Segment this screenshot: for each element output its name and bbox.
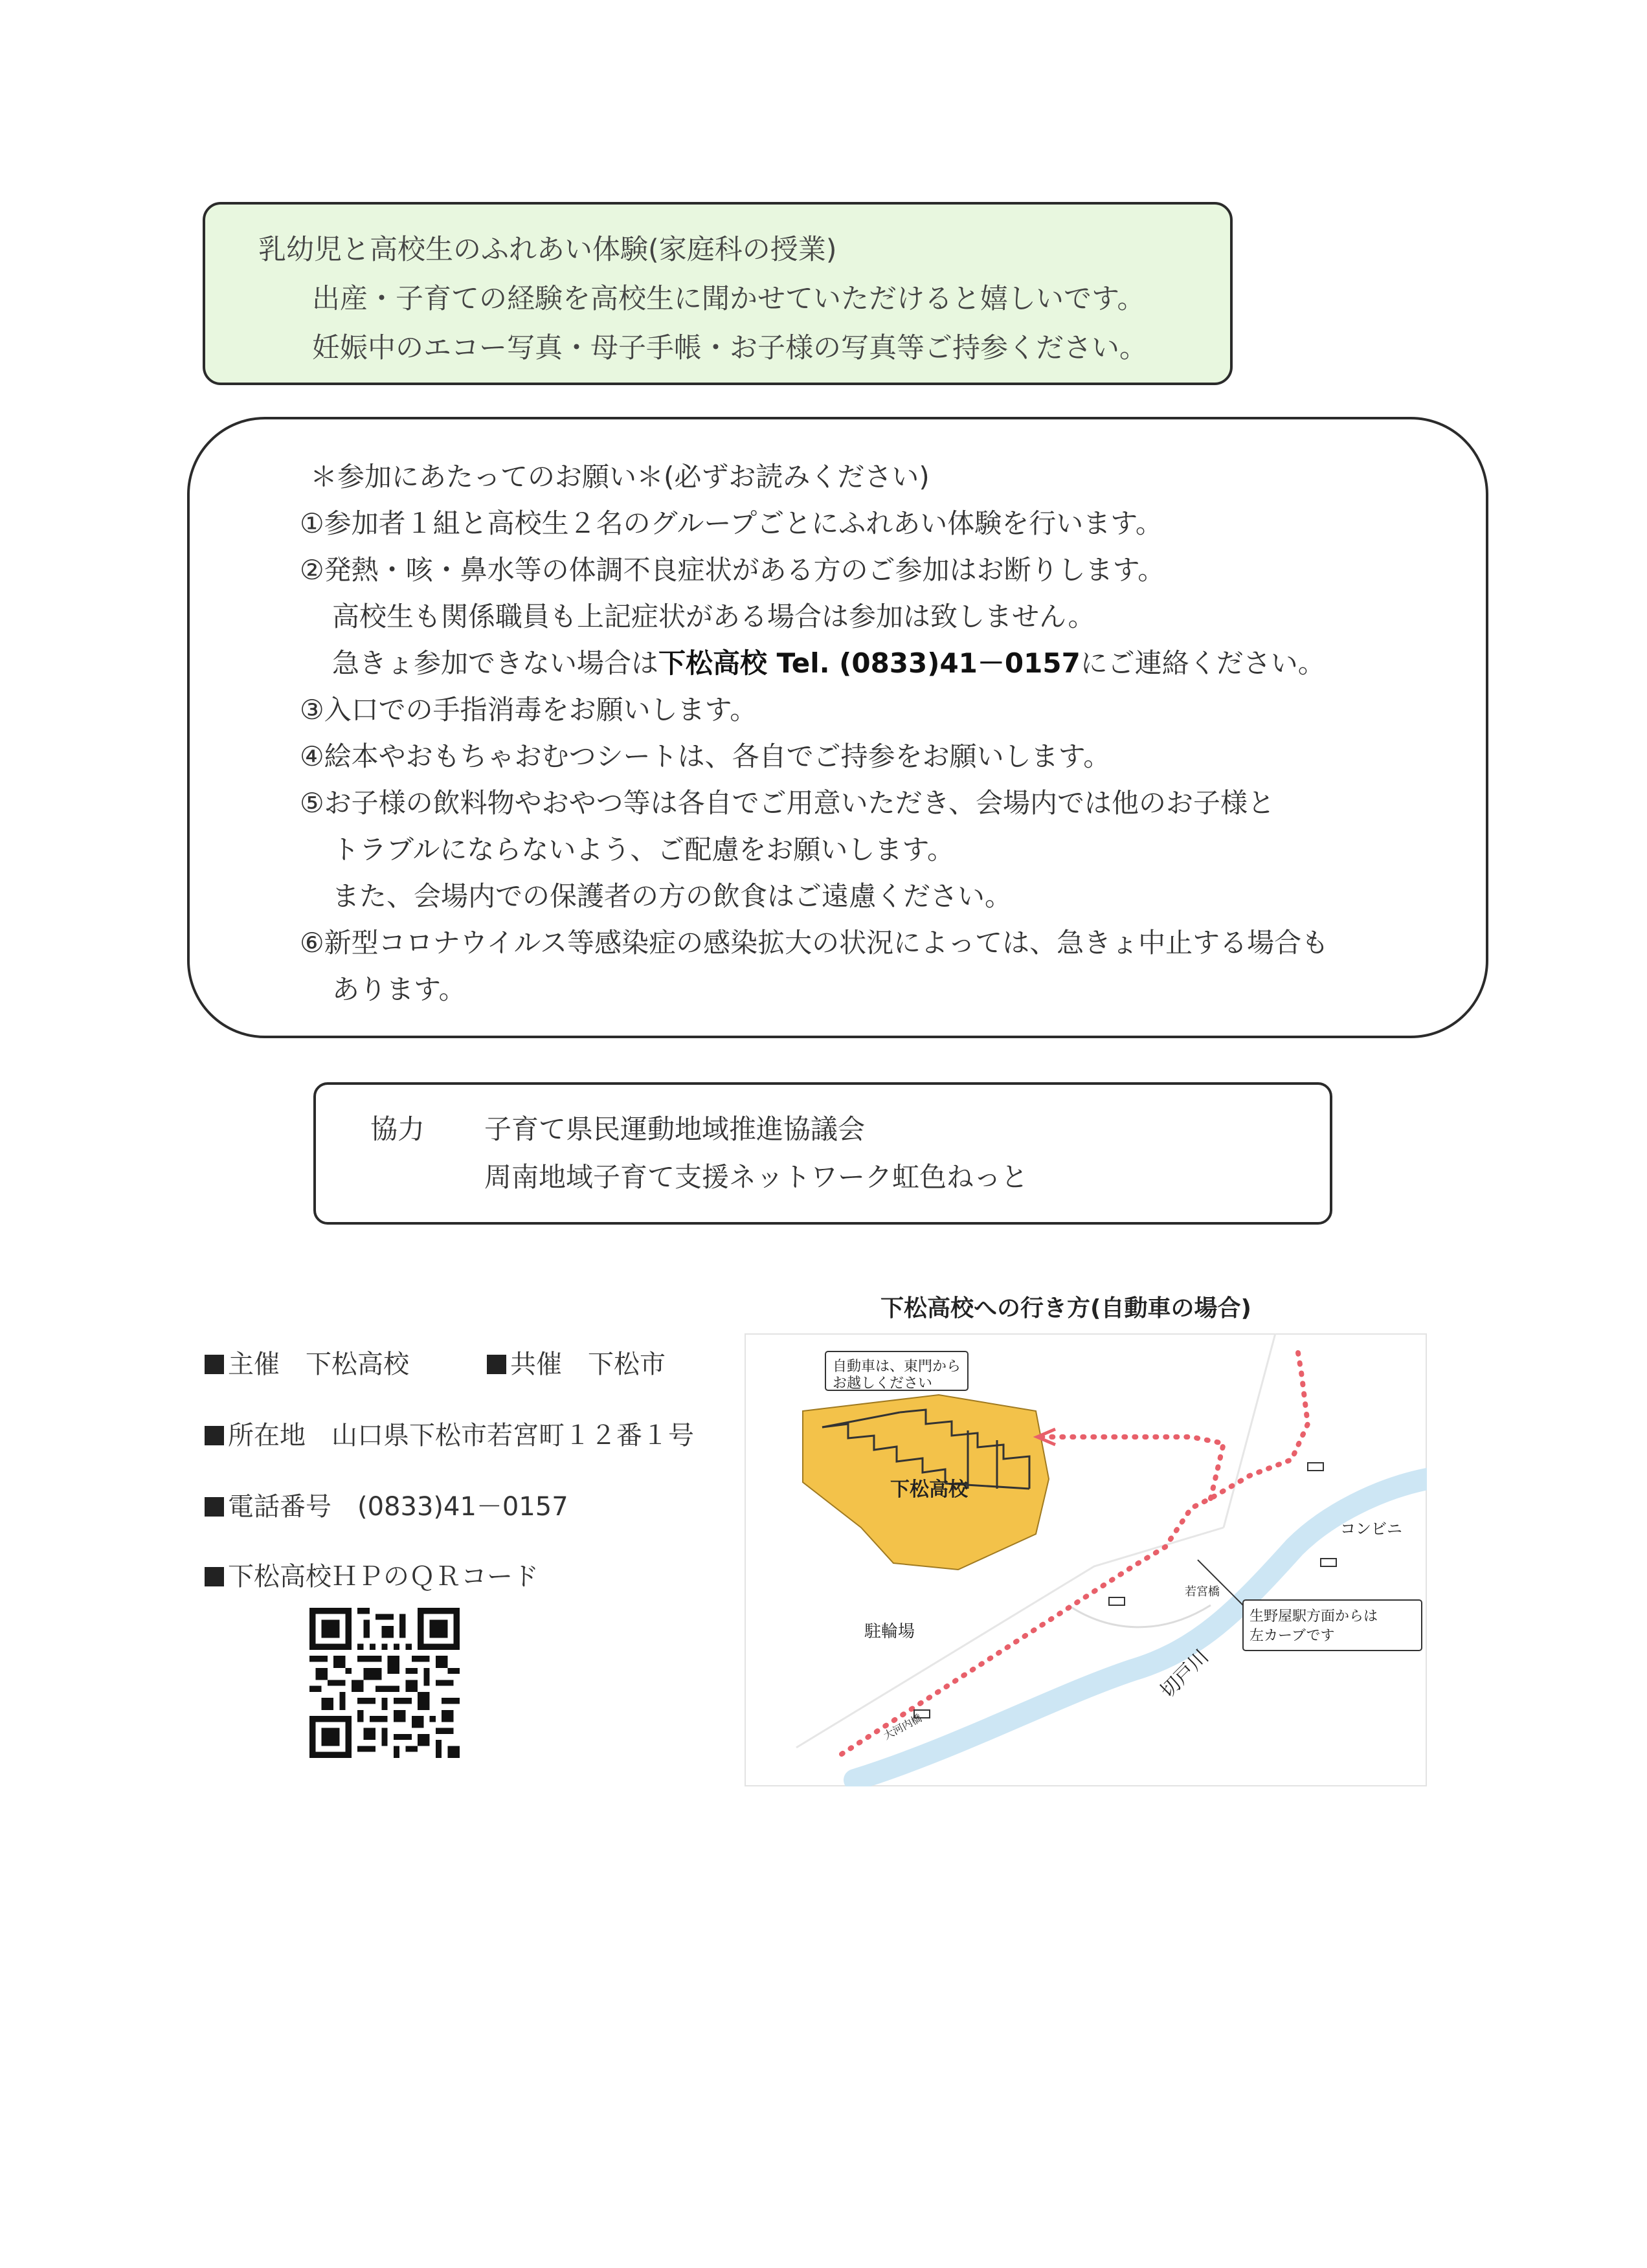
note-item-2-sub-2: 急きょ参加できない場合は下松高校 Tel. (0833)41－0157にご連絡ください。 bbox=[332, 647, 1325, 679]
map-parking-label: 駐輪場 bbox=[864, 1622, 915, 1641]
experience-line-1: 出産・子育ての経験を高校生に聞かせていただけると嬉しいです。 bbox=[312, 283, 1145, 315]
map-note-entrance-1: 自動車は、東門から bbox=[833, 1359, 961, 1375]
map-convenience-store-label: コンビニ bbox=[1340, 1520, 1402, 1538]
map-river-label: 切戸川 bbox=[1156, 1645, 1214, 1703]
phone-line: 電話番号 (0833)41－0157 bbox=[205, 1486, 568, 1523]
map-school-label: 下松高校 bbox=[890, 1478, 968, 1501]
address-line: 所在地 山口県下松市若宮町１２番１号 bbox=[205, 1415, 694, 1452]
map-road-label: 大河内橋 bbox=[881, 1711, 924, 1742]
notes-heading: ＊参加にあたってのお願い＊(必ずお読みください) bbox=[310, 461, 930, 493]
note-item-5-sub-1: トラブルにならないよう、ご配慮をお願いします。 bbox=[332, 834, 954, 865]
cohost-line: 共催 下松市 bbox=[487, 1344, 666, 1381]
map-title: 下松高校への行き方(自動車の場合) bbox=[880, 1295, 1251, 1322]
map-note-entrance-2: お越しください bbox=[833, 1375, 933, 1392]
map-bridge-label: 若宮橋 bbox=[1185, 1585, 1220, 1599]
note-item-6-sub-1: あります。 bbox=[332, 973, 466, 1005]
map-curve-note-1: 生野屋駅方面からは bbox=[1249, 1608, 1378, 1625]
note-item-2: ②発熱・咳・鼻水等の体調不良症状がある方のご参加はお断りします。 bbox=[300, 554, 1165, 586]
bullet-square-icon bbox=[205, 1497, 224, 1517]
bullet-square-icon bbox=[205, 1567, 224, 1586]
bullet-square-icon bbox=[487, 1355, 506, 1374]
experience-box bbox=[203, 202, 1233, 385]
access-map bbox=[745, 1333, 1427, 1786]
cooperation-org-2: 周南地域子育て支援ネットワーク虹色ねっと bbox=[484, 1161, 1029, 1193]
note-item-4: ④絵本やおもちゃおむつシートは、各自でご持参をお願いします。 bbox=[300, 740, 1111, 772]
note-item-6: ⑥新型コロナウイルス等感染症の感染拡大の状況によっては、急きょ中止する場合も bbox=[300, 927, 1329, 959]
participation-notes-box bbox=[187, 417, 1488, 1038]
contact-phone: 下松高校 Tel. (0833)41－0157 bbox=[658, 647, 1081, 679]
bullet-square-icon bbox=[205, 1355, 224, 1374]
cooperation-org-1: 子育て県民運動地域推進協議会 bbox=[484, 1113, 866, 1145]
host-line: 主催 下松高校 bbox=[205, 1344, 409, 1381]
note-item-3: ③入口での手指消毒をお願いします。 bbox=[300, 694, 757, 726]
cooperation-box bbox=[313, 1082, 1332, 1225]
map-curve-note-2: 左カーブです bbox=[1249, 1628, 1335, 1644]
note-item-5-sub-2: また、会場内での保護者の方の飲食はご遠慮ください。 bbox=[332, 880, 1013, 912]
experience-title: 乳幼児と高校生のふれあい体験(家庭科の授業) bbox=[258, 234, 837, 266]
bullet-square-icon bbox=[205, 1426, 224, 1445]
note-item-1: ①参加者１組と高校生２名のグループごとにふれあい体験を行います。 bbox=[300, 507, 1163, 539]
note-item-5: ⑤お子様の飲料物やおやつ等は各自でご用意いただき、会場内では他のお子様と bbox=[300, 787, 1275, 819]
note-item-2-sub-1: 高校生も関係職員も上記症状がある場合は参加は致しません。 bbox=[332, 601, 1095, 632]
qr-label-line: 下松高校ＨＰのＱＲコード bbox=[205, 1556, 539, 1593]
experience-line-2: 妊娠中のエコー写真・母子手帳・お子様の写真等ご持参ください。 bbox=[312, 332, 1147, 364]
cooperation-label: 協力 bbox=[370, 1113, 425, 1145]
qr-code-icon[interactable] bbox=[309, 1608, 460, 1758]
